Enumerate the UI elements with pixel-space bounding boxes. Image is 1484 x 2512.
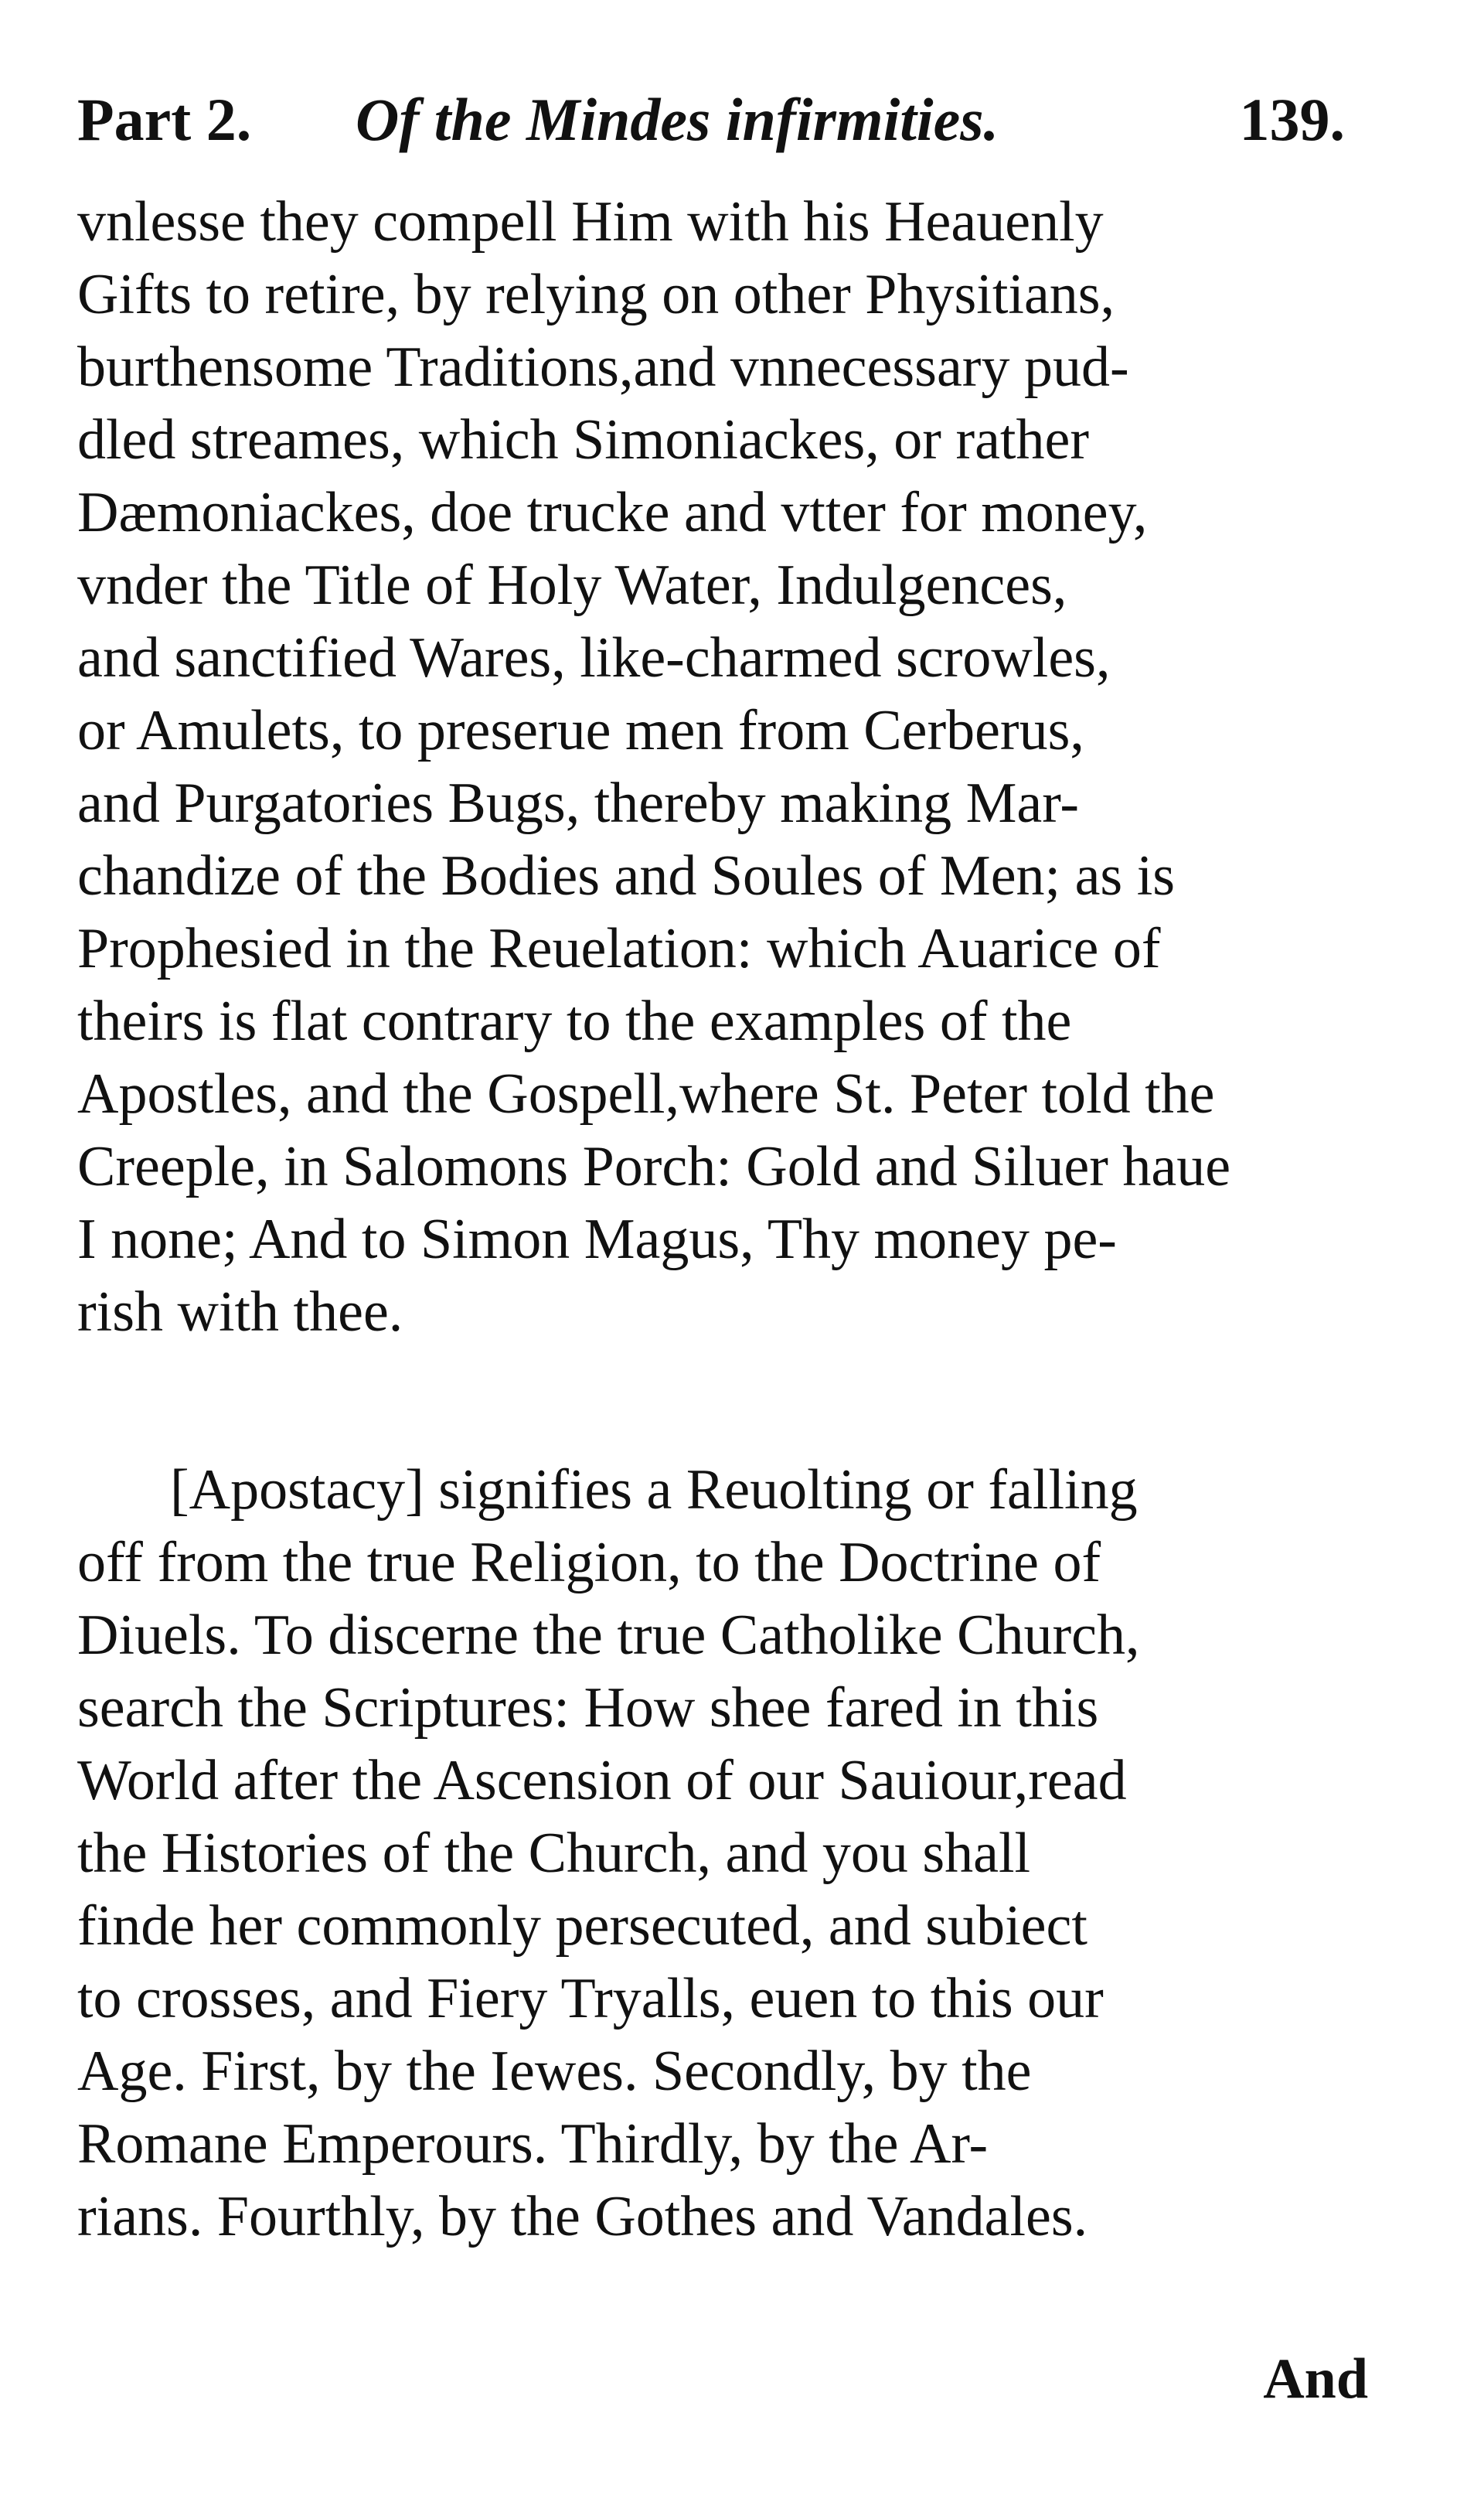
paragraph-continued (77, 186, 1345, 1348)
catchword: And (1263, 2347, 1368, 2411)
running-head (77, 73, 1345, 166)
text-line: Romane Emperours. Thirdly, by the Ar- (77, 2112, 989, 2176)
running-head-part: Part 2. (77, 86, 252, 153)
text-line: burthensome Traditions,and vnnecessary pud- (77, 336, 1129, 399)
text-line: vnder the Title of Holy Water, Indulgences, (77, 554, 1067, 617)
text-line: Diuels. To discerne the true Catholike Church, (77, 1604, 1140, 1667)
text-line: search the Scriptures: How shee fared in this (77, 1676, 1099, 1740)
text-line: [Apostacy] signifies a Reuolting or falling (170, 1458, 1138, 1522)
text-line: chandize of the Bodies and Soules of Men; as is (77, 844, 1176, 908)
text-line: and Purgatories Bugs, thereby making Mar- (77, 772, 1080, 835)
text-line: the Histories of the Church, and you shall (77, 1822, 1031, 1885)
text-line: vnlesse they compell Him with his Heauenly (77, 190, 1104, 254)
text-line: World after the Ascension of our Sauiour,read (77, 1749, 1127, 1812)
text-line: theirs is flat contrary to the examples of the (77, 990, 1072, 1053)
text-line: rians. Fourthly, by the Gothes and Vandales. (77, 2185, 1088, 2248)
text-line: Apostles, and the Gospell,where St. Peter told the (77, 1062, 1215, 1126)
text-line: Age. First, by the Iewes. Secondly, by the (77, 2040, 1032, 2103)
text-line: rish with thee. (77, 1280, 403, 1344)
text-line: finde her commonly persecuted, and subiect (77, 1894, 1087, 1958)
text-line: or Amulets, to preserue men from Cerberus, (77, 699, 1084, 762)
text-line: Prophesied in the Reuelation: which Auarice of (77, 917, 1161, 980)
page-number: 139. (1239, 86, 1345, 153)
text-line: Gifts to retire, by relying on other Physitians, (77, 263, 1115, 326)
text-line: dled streames, which Simoniackes, or rather (77, 408, 1089, 472)
text-line: to crosses, and Fiery Tryalls, euen to this our (77, 1967, 1104, 2030)
text-line: I none; And to Simon Magus, Thy money pe- (77, 1208, 1117, 1271)
text-line: Dæmoniackes, doe trucke and vtter for money, (77, 481, 1148, 544)
text-line: Creeple, in Salomons Porch: Gold and Siluer haue (77, 1135, 1231, 1198)
text-line: and sanctified Wares, like-charmed scrowles, (77, 626, 1111, 690)
paragraph-apostacy (77, 1454, 1345, 2253)
text-line: off from the true Religion, to the Doctrine of (77, 1531, 1101, 1594)
running-head-title: Of the Mindes infirmities. (356, 86, 999, 153)
